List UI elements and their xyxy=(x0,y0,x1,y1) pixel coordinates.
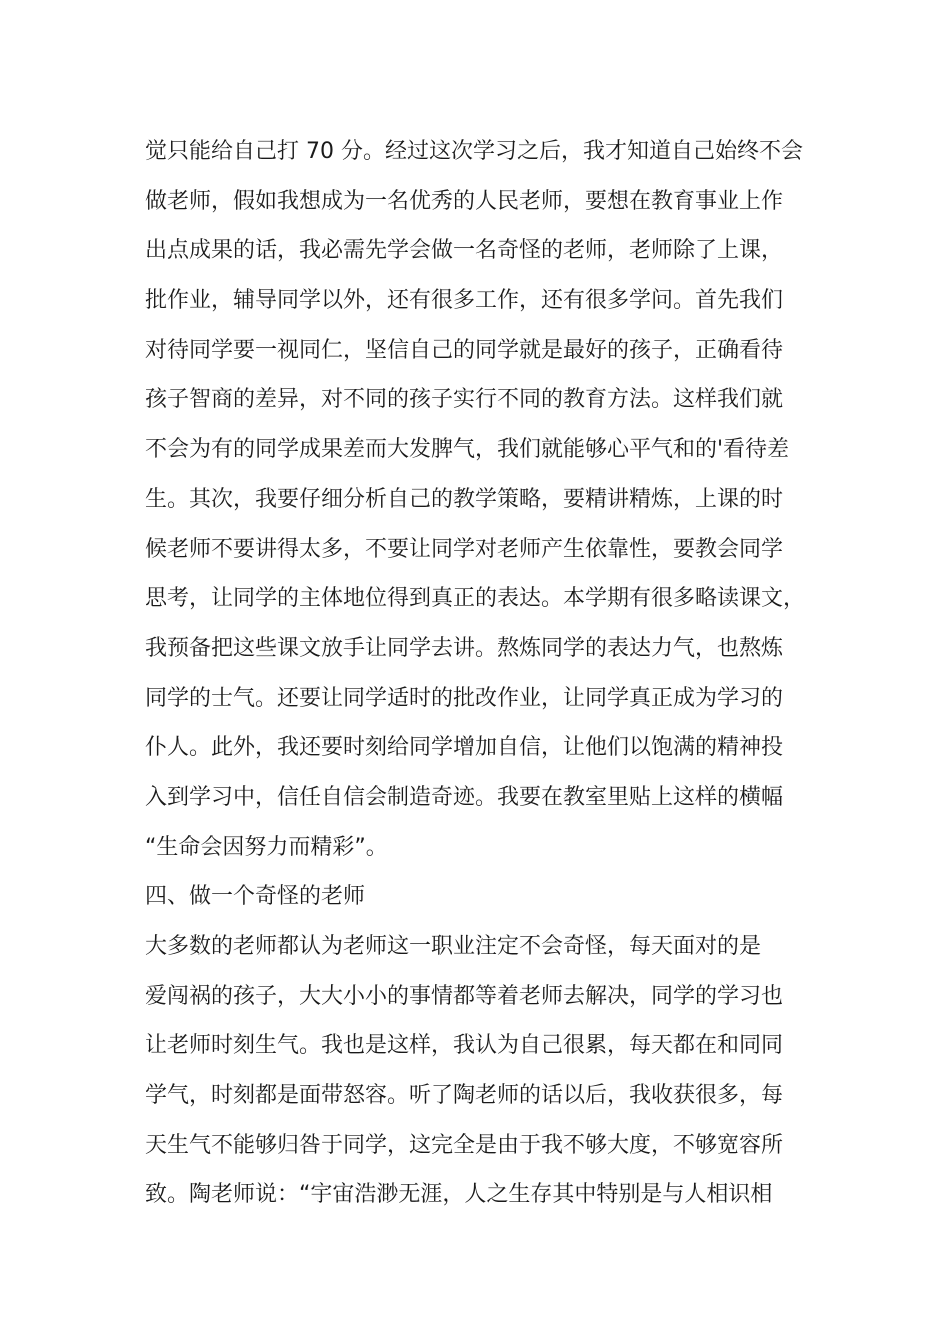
text-line: 我预备把这些课文放手让同学去讲。熬炼同学的表达力气，也熬炼 xyxy=(145,635,784,661)
text-line: “生命会因努力而精彩”。 xyxy=(145,834,388,860)
text-line: 出点成果的话，我必需先学会做一名奇怪的老师，老师除了上课， xyxy=(145,238,784,264)
text-line: 天生气不能够归咎于同学，这完全是由于我不够大度，不够宽容所 xyxy=(145,1132,784,1158)
text-line: 做老师，假如我想成为一名优秀的人民老师，要想在教育事业上作 xyxy=(145,188,784,214)
text-line: 仆人。此外，我还要时刻给同学增加自信，让他们以饱满的精神投 xyxy=(145,735,784,761)
text-line: 入到学习中，信任自信会制造奇迹。我要在教室里贴上这样的横幅 xyxy=(145,784,784,810)
text-line: 孩子智商的差异，对不同的孩子实行不同的教育方法。这样我们就 xyxy=(145,387,784,413)
text-line: 大多数的老师都认为老师这一职业注定不会奇怪，每天面对的是 xyxy=(145,934,762,959)
text-line: 不会为有的同学成果差而大发脾气，我们就能够心平气和的'看待差 xyxy=(145,437,790,463)
document-body xyxy=(145,127,825,1220)
text-line: 同学的士气。还要让同学适时的批改作业，让同学真正成为学习的 xyxy=(145,685,784,711)
text-line: 对待同学要一视同仁，坚信自己的同学就是最好的孩子，正确看待 xyxy=(145,337,784,363)
text-line: 批作业，辅导同学以外，还有很多工作，还有很多学问。首先我们 xyxy=(145,288,784,314)
text-line: 觉只能给自己打 70 分。经过这次学习之后，我才知道自己始终不会 xyxy=(145,139,803,164)
text-line: 生。其次，我要仔细分析自己的教学策略，要精讲精炼，上课的时 xyxy=(145,486,784,512)
text-line: 思考，让同学的主体地位得到真正的表达。本学期有很多略读课文， xyxy=(145,586,806,612)
text-line: 候老师不要讲得太多，不要让同学对老师产生依靠性，要教会同学 xyxy=(145,536,784,562)
text-line: 致。陶老师说：“宇宙浩渺无涯，人之生存其中特别是与人相识相 xyxy=(145,1182,773,1208)
section-heading: 四、做一个奇怪的老师 xyxy=(145,884,366,910)
text-line: 学气，时刻都是面带怒容。听了陶老师的话以后，我收获很多，每 xyxy=(145,1083,784,1109)
text-line: 爱闯祸的孩子，大大小小的事情都等着老师去解决，同学的学习也 xyxy=(145,983,784,1009)
text-line: 让老师时刻生气。我也是这样，我认为自己很累，每天都在和同同 xyxy=(145,1033,784,1059)
